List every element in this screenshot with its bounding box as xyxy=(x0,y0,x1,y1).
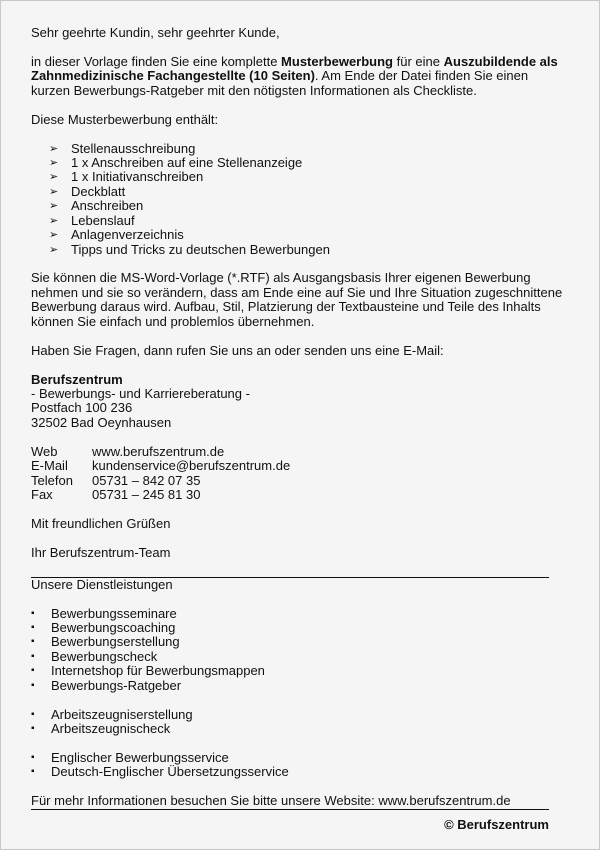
services-list xyxy=(31,607,549,780)
list-item-text: Bewerbungserstellung xyxy=(51,634,180,650)
list-item-text: Bewerbungscoaching xyxy=(51,619,176,635)
list-item-text: Bewerbungs-Ratgeber xyxy=(51,677,182,693)
email-link[interactable]: kundenservice@berufszentrum.de xyxy=(92,458,291,474)
square-bullet-icon: ▪ xyxy=(31,650,35,662)
contents-list xyxy=(31,142,549,258)
list-item xyxy=(31,650,549,664)
list-item xyxy=(31,607,549,621)
intro-text: in dieser Vorlage finden Sie eine komplette xyxy=(31,53,282,69)
footer-note: Für mehr Informationen besuchen Sie bitte unsere Website: www.berufszentrum.de xyxy=(31,794,549,809)
address-city: 32502 Bad Oeynhausen xyxy=(31,414,172,430)
usage-line: können Sie einfach und problemlos übernehmen. xyxy=(31,313,315,329)
list-item-text: Internetshop für Bewerbungsmappen xyxy=(51,663,265,679)
list-item xyxy=(31,243,549,257)
list-item xyxy=(31,722,549,736)
intro-text: kurzen Bewerbungs-Ratgeber mit den nötigsten Informationen als Checkliste. xyxy=(31,82,477,98)
square-bullet-icon: ▪ xyxy=(31,708,35,720)
list-item-text: Tipps und Tricks zu deutschen Bewerbungen xyxy=(71,241,330,257)
company-tagline: - Bewerbungs- und Karriereberatung - xyxy=(31,385,250,401)
contact-label: Telefon xyxy=(31,472,73,488)
square-bullet-icon: ▪ xyxy=(31,723,35,734)
intro-text: für eine xyxy=(393,53,444,69)
list-item-text: Englischer Bewerbungsservice xyxy=(51,749,229,765)
fax-value: 05731 – 245 81 30 xyxy=(92,487,201,502)
phone-value: 05731 – 842 07 35 xyxy=(92,472,201,488)
list-item-text: Deutsch-Englischer Übersetzungsservice xyxy=(51,764,289,780)
arrow-bullet-icon: ➢ xyxy=(49,142,59,155)
address-block xyxy=(31,373,549,431)
list-item-text: Anlagenverzeichnis xyxy=(71,227,184,243)
arrow-bullet-icon: ➢ xyxy=(49,229,59,242)
usage-paragraph xyxy=(31,270,563,329)
arrow-bullet-icon: ➢ xyxy=(49,171,59,184)
list-item xyxy=(31,228,549,242)
square-bullet-icon: ▪ xyxy=(31,607,35,619)
intro-bold: Auszubildende als xyxy=(443,53,558,69)
arrow-bullet-icon: ➢ xyxy=(49,156,59,169)
list-item xyxy=(31,708,549,722)
list-item xyxy=(31,635,549,649)
arrow-bullet-icon: ➢ xyxy=(49,185,59,198)
square-bullet-icon: ▪ xyxy=(31,751,35,763)
usage-line: Sie können die MS-Word-Vorlage (*.RTF) als Ausgangsbasis Ihrer eigenen Bewerbung xyxy=(31,270,531,286)
square-bullet-icon: ▪ xyxy=(31,766,35,778)
intro-bold: Musterbewerbung xyxy=(281,53,394,69)
square-bullet-icon: ▪ xyxy=(31,679,35,691)
list-item-text: Anschreiben xyxy=(71,198,144,214)
document-body xyxy=(31,25,563,832)
copyright: © Berufszentrum xyxy=(444,816,549,832)
list-item-text: Arbeitszeugnischeck xyxy=(51,721,171,736)
intro-text: . Am Ende der Datei finden Sie einen xyxy=(314,68,529,84)
list-item-text: Stellenausschreibung xyxy=(71,140,196,156)
usage-line: Bewerbung daraus wird. Aufbau, Stil, Platzierung der Textbausteine und Teile des Inhalts xyxy=(31,299,541,315)
questions-text: Haben Sie Fragen, dann rufen Sie uns an oder senden uns eine E-Mail: xyxy=(31,342,444,358)
list-item-text: Bewerbungsseminare xyxy=(51,605,177,621)
signature: Ihr Berufszentrum-Team xyxy=(31,544,171,560)
list-item xyxy=(31,185,549,199)
list-item-text: Deckblatt xyxy=(71,183,126,199)
list-item-text: Arbeitszeugniserstellung xyxy=(51,706,193,722)
list-item-text: Bewerbungscheck xyxy=(51,648,158,664)
contact-label: Fax xyxy=(31,487,53,502)
list-item xyxy=(31,214,549,228)
list-item-text: 1 x Initiativanschreiben xyxy=(71,169,204,185)
contents-heading: Diese Musterbewerbung enthält: xyxy=(31,111,219,127)
square-bullet-icon: ▪ xyxy=(31,665,35,677)
list-item-text: Lebenslauf xyxy=(71,212,135,228)
arrow-bullet-icon: ➢ xyxy=(49,214,59,227)
square-bullet-icon: ▪ xyxy=(31,621,35,633)
closing: Mit freundlichen Grüßen xyxy=(31,515,171,531)
list-item xyxy=(31,142,549,156)
list-item xyxy=(31,621,549,635)
intro-bold: Zahnmedizinische Fachangestellte (10 Seiten) xyxy=(31,68,315,84)
list-item xyxy=(31,679,549,693)
list-item xyxy=(31,751,549,765)
list-item xyxy=(31,156,549,170)
website-link[interactable]: www.berufszentrum.de xyxy=(92,443,225,459)
contact-label: Web xyxy=(31,443,58,459)
square-bullet-icon: ▪ xyxy=(31,636,35,648)
arrow-bullet-icon: ➢ xyxy=(49,200,59,213)
list-item xyxy=(31,199,549,213)
list-item xyxy=(31,170,549,184)
usage-line: nehmen und sie so verändern, dass am Ende eine auf Sie und Ihre Situation zugeschnittene xyxy=(31,284,563,300)
company-name: Berufszentrum xyxy=(31,371,123,387)
intro-paragraph xyxy=(31,53,558,98)
services-heading: Unsere Dienstleistungen xyxy=(31,576,173,592)
list-item xyxy=(31,664,549,678)
contact-block xyxy=(31,445,549,503)
list-item xyxy=(31,765,549,779)
contact-label: E-Mail xyxy=(31,458,68,474)
greeting: Sehr geehrte Kundin, sehr geehrter Kunde, xyxy=(31,25,280,40)
arrow-bullet-icon: ➢ xyxy=(49,243,59,256)
address-street: Postfach 100 236 xyxy=(31,400,133,416)
list-item-text: 1 x Anschreiben auf eine Stellenanzeige xyxy=(71,154,303,170)
